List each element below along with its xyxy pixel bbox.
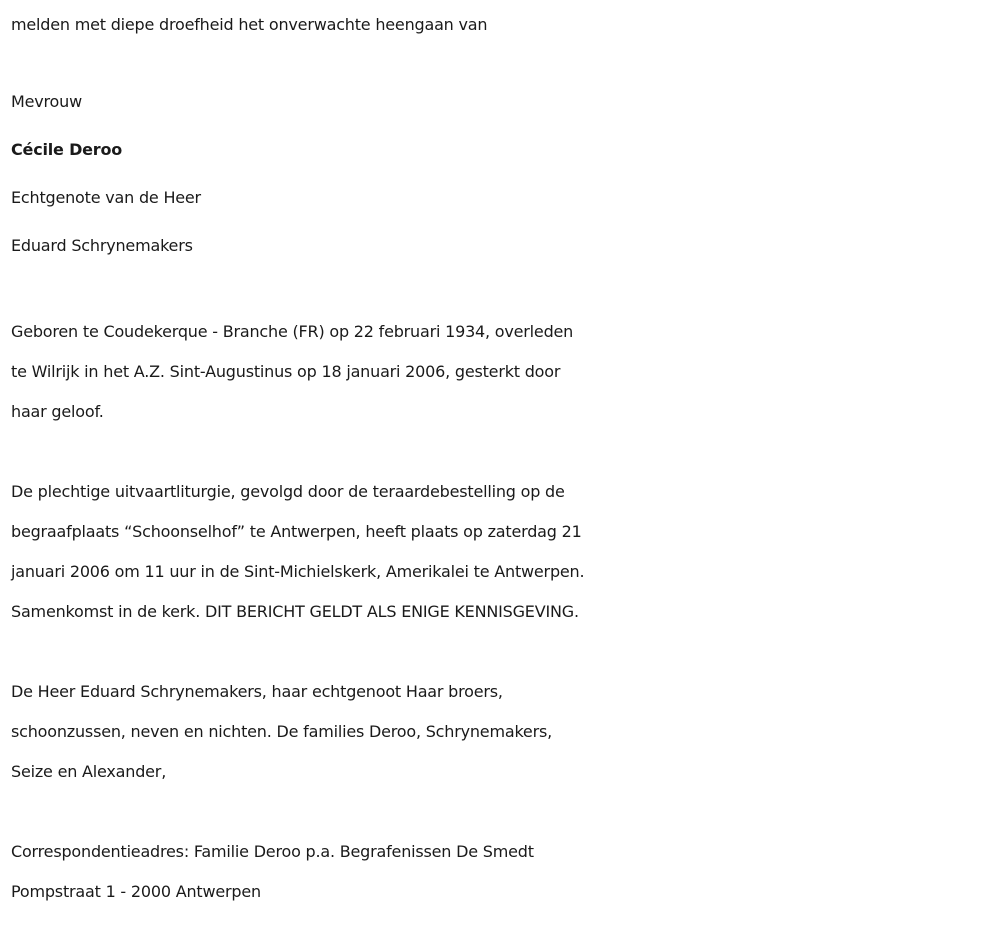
paragraph-line: haar geloof. bbox=[11, 402, 104, 421]
funeral-paragraph bbox=[11, 472, 996, 632]
honorific: Mevrouw bbox=[11, 92, 82, 111]
obituary-document bbox=[11, 0, 996, 912]
birth-death-paragraph bbox=[11, 312, 996, 432]
paragraph-line: schoonzussen, neven en nichten. De families Deroo, Schrynemakers, bbox=[11, 722, 552, 741]
paragraph-line: te Wilrijk in het A.Z. Sint-Augustinus op 18 januari 2006, gesterkt door bbox=[11, 362, 561, 381]
paragraph-line: januari 2006 om 11 uur in de Sint-Michielskerk, Amerikalei te Antwerpen. bbox=[11, 562, 585, 581]
paragraph-line: begraafplaats “Schoonselhof” te Antwerpen, heeft plaats op zaterdag 21 bbox=[11, 522, 582, 541]
paragraph-line: De plechtige uitvaartliturgie, gevolgd door de teraardebestelling op de bbox=[11, 482, 565, 501]
spouse-name: Eduard Schrynemakers bbox=[11, 236, 193, 255]
paragraph-line: De Heer Eduard Schrynemakers, haar echtgenoot Haar broers, bbox=[11, 682, 503, 701]
deceased-name: Cécile Deroo bbox=[11, 140, 123, 159]
paragraph-line: Correspondentieadres: Familie Deroo p.a. Begrafenissen De Smedt bbox=[11, 842, 534, 861]
intro-line: melden met diepe droefheid het onverwachte heengaan van bbox=[11, 15, 488, 34]
address-paragraph bbox=[11, 832, 996, 912]
paragraph-line: Geboren te Coudekerque - Branche (FR) op 22 februari 1934, overleden bbox=[11, 322, 574, 341]
deceased-block bbox=[11, 78, 996, 270]
paragraph-line: Pompstraat 1 - 2000 Antwerpen bbox=[11, 882, 261, 901]
relation-text: Echtgenote van de Heer bbox=[11, 188, 201, 207]
family-paragraph bbox=[11, 672, 996, 792]
paragraph-line: Seize en Alexander, bbox=[11, 762, 167, 781]
paragraph-line: Samenkomst in de kerk. DIT BERICHT GELDT ALS ENIGE KENNISGEVING. bbox=[11, 602, 579, 621]
